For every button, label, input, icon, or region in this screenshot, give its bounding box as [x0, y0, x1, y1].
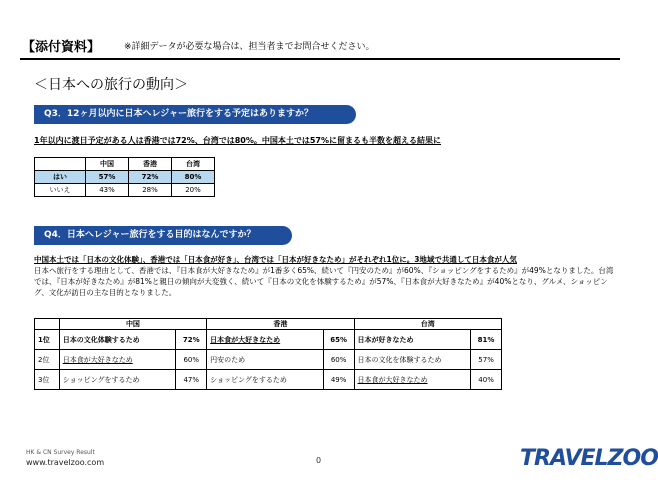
- table-header-cell: 中国: [59, 319, 206, 330]
- q4-body: 日本へ旅行をする理由として、香港では、『日本食が大好きなため』が1番多く65%、続いて『円安のため』が60%、『ショッピングをするため』が49%となりました。台湾では、『日本が好きなため』が81%と親日の傾向が大変強く、続いて『日本の文化を体験するため』が57%、『日本食が大好きなため』が40%となり、グルメ、ショッピング、文化が訪日の主な目的となりました。: [34, 266, 614, 297]
- table-corner-cell: [35, 319, 60, 330]
- table-header-row: [35, 319, 502, 330]
- page-number: 0: [316, 456, 322, 465]
- table-row: [35, 330, 502, 350]
- table-cell: ショッピングをするため: [59, 370, 176, 390]
- table-row: [35, 350, 502, 370]
- footer-website: www.travelzoo.com: [26, 458, 105, 467]
- q3-question-banner: Q3．12ヶ月以内に日本へレジャー旅行をする予定はありますか？: [34, 105, 356, 124]
- table-cell: 65%: [323, 330, 354, 350]
- q4-description: [34, 254, 616, 298]
- table-header-cell: 台湾: [354, 319, 501, 330]
- q4-lead: 中国本土では「日本の文化体験」、香港では「日本食が好き」、台湾では「日本が好きなため」がそれぞれ1位に。3地域で共通して日本食が人気: [34, 255, 517, 264]
- attachment-note: ※詳細データが必要な場合は、担当者までお問合せください。: [124, 42, 375, 52]
- table-cell: 円安のため: [207, 350, 324, 370]
- table-cell: 47%: [176, 370, 207, 390]
- table-header-cell: 中国: [86, 158, 129, 171]
- attachment-title: 【添付資料】: [22, 40, 101, 55]
- table-cell: 43%: [86, 184, 129, 197]
- table-cell: ショッピングをするため: [207, 370, 324, 390]
- section-title: ＜日本への旅行の動向＞: [34, 77, 188, 93]
- rank-cell: 1位: [35, 330, 60, 350]
- table-cell: 80%: [172, 171, 215, 184]
- table-cell: 日本食が大好きなため: [207, 330, 324, 350]
- table-cell: 20%: [172, 184, 215, 197]
- row-label: はい: [35, 171, 86, 184]
- table-cell: 57%: [86, 171, 129, 184]
- row-label: いいえ: [35, 184, 86, 197]
- table-cell: 57%: [471, 350, 502, 370]
- table-cell: 60%: [323, 350, 354, 370]
- table-cell: 日本食が大好きなため: [354, 370, 471, 390]
- table-cell: 60%: [176, 350, 207, 370]
- table-cell: 72%: [129, 171, 172, 184]
- travelzoo-logo: TRAVELZOO: [520, 446, 658, 471]
- footer-survey-label: HK & CN Survey Result: [26, 449, 95, 456]
- table-cell: 日本の文化体験するため: [59, 330, 176, 350]
- table-cell: 日本食が大好きなため: [59, 350, 176, 370]
- q3-table: [34, 157, 215, 197]
- table-header-cell: 台湾: [172, 158, 215, 171]
- table-header-cell: 香港: [129, 158, 172, 171]
- table-corner-cell: [35, 158, 86, 171]
- table-cell: 40%: [471, 370, 502, 390]
- table-row: [35, 370, 502, 390]
- table-row: [35, 184, 215, 197]
- header-divider: [20, 58, 620, 60]
- rank-cell: 3位: [35, 370, 60, 390]
- rank-cell: 2位: [35, 350, 60, 370]
- table-header-cell: 香港: [207, 319, 354, 330]
- q4-table: [34, 318, 502, 390]
- q3-summary: 1年以内に渡日予定がある人は香港では72%、台湾では80%。中国本土では57%に留まるも半数を超える結果に: [34, 136, 442, 145]
- table-cell: 日本が好きなため: [354, 330, 471, 350]
- q4-question-banner: Q4．日本へレジャー旅行をする目的はなんですか？: [34, 226, 292, 245]
- table-header-row: [35, 158, 215, 171]
- table-cell: 49%: [323, 370, 354, 390]
- table-row: [35, 171, 215, 184]
- table-cell: 72%: [176, 330, 207, 350]
- table-cell: 28%: [129, 184, 172, 197]
- table-cell: 日本の文化を体験するため: [354, 350, 471, 370]
- table-cell: 81%: [471, 330, 502, 350]
